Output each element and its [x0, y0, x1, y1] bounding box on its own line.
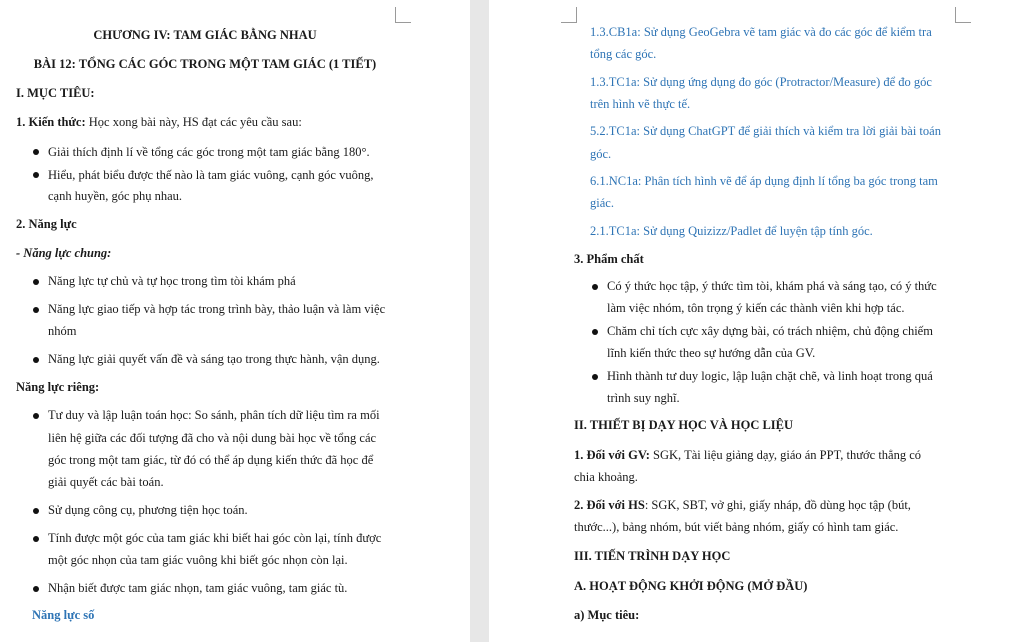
document-page-right: [489, 0, 1022, 642]
list-item-continuation: làm việc nhóm, tôn trọng ý kiến các thành viên khi hợp tác.: [607, 301, 905, 315]
list-item-continuation: liên hệ giữa các đối tượng đã cho và nội dung bài học về tổng các: [48, 431, 377, 445]
bullet-icon: [33, 586, 39, 592]
list-item: Chăm chỉ tích cực xây dựng bài, có trách nhiệm, chủ động chiếm: [607, 324, 933, 338]
student-text: : SGK, SBT, vở ghi, giấy nháp, đồ dùng học tập (bút,: [644, 498, 911, 512]
crop-mark: [955, 7, 971, 23]
digital-item: 6.1.NC1a: Phân tích hình vẽ để áp dụng định lí tổng ba góc trong tam: [590, 174, 938, 188]
digital-item-continuation: trên hình vẽ thực tế.: [590, 97, 691, 111]
bullet-icon: [33, 413, 39, 419]
bullet-icon: [33, 279, 39, 285]
bullet-icon: [33, 357, 39, 363]
digital-item-continuation: tổng các góc.: [590, 47, 657, 61]
chapter-title: CHƯƠNG IV: TAM GIÁC BẰNG NHAU: [93, 28, 317, 42]
knowledge-intro: Học xong bài này, HS đạt các yêu cầu sau:: [88, 115, 302, 129]
list-item-continuation: trình suy nghĩ.: [607, 391, 680, 405]
bullet-icon: [33, 307, 39, 313]
activity-heading: A. HOẠT ĐỘNG KHỞI ĐỘNG (MỞ ĐẦU): [574, 579, 808, 593]
digital-item: 5.2.TC1a: Sử dụng ChatGPT để giải thích và kiểm tra lời giải bài toán: [590, 124, 941, 138]
qualities-heading: 3. Phẩm chất: [574, 252, 644, 266]
equipment-heading: II. THIẾT BỊ DẠY HỌC VÀ HỌC LIỆU: [574, 418, 794, 432]
competency-heading: 2. Năng lực: [16, 217, 77, 231]
list-item-continuation: cạnh huyền, góc phụ nhau.: [48, 189, 182, 203]
list-item: Tính được một góc của tam giác khi biết hai góc còn lại, tính được: [48, 531, 382, 545]
digital-item: 1.3.CB1a: Sử dụng GeoGebra vẽ tam giác và đo các góc để kiểm tra: [590, 25, 932, 39]
digital-item-continuation: giác.: [590, 196, 614, 210]
digital-item: 1.3.TC1a: Sử dụng ứng dụng đo góc (Protractor/Measure) để đo góc: [590, 75, 932, 89]
list-item-continuation: giải quyết các bài toán.: [48, 475, 164, 489]
teacher-line: [574, 444, 921, 466]
list-item: Giải thích định lí về tổng các góc trong một tam giác bằng 180°.: [48, 145, 370, 159]
section-objectives: I. MỤC TIÊU:: [16, 86, 95, 100]
teacher-text: SGK, Tài liệu giảng dạy, giáo án PPT, thước thẳng có: [653, 448, 922, 462]
list-item-continuation: lĩnh kiến thức theo sự hướng dẫn của GV.: [607, 346, 816, 360]
list-item: Hiểu, phát biểu được thế nào là tam giác vuông, cạnh góc vuông,: [48, 168, 374, 182]
list-item-continuation: góc trong một tam giác, từ đó có thể áp dụng kiến thức đã học để: [48, 453, 374, 467]
bullet-icon: [592, 284, 598, 290]
knowledge-label: 1. Kiến thức:: [16, 115, 86, 129]
list-item: Nhận biết được tam giác nhọn, tam giác vuông, tam giác tù.: [48, 581, 348, 595]
list-item: Tư duy và lập luận toán học: So sánh, phân tích dữ liệu tìm ra mối: [48, 408, 380, 422]
lesson-title: BÀI 12: TỔNG CÁC GÓC TRONG MỘT TAM GIÁC (1 TIẾT): [33, 57, 377, 71]
bullet-icon: [33, 536, 39, 542]
digital-competency-heading: Năng lực số: [32, 608, 95, 622]
list-item: Sử dụng công cụ, phương tiện học toán.: [48, 503, 248, 517]
general-competency-heading: - Năng lực chung:: [16, 246, 112, 260]
student-text-continuation: thước...), bảng nhóm, bút viết bảng nhóm, giấy có hình tam giác.: [574, 520, 899, 534]
bullet-icon: [33, 508, 39, 514]
list-item: Năng lực giao tiếp và hợp tác trong trình bày, thảo luận và làm việc: [48, 302, 386, 316]
bullet-icon: [592, 329, 598, 335]
student-line: [574, 494, 911, 516]
bullet-icon: [592, 374, 598, 380]
document-page-left: [0, 0, 470, 642]
list-item-continuation: một góc nhọn của tam giác vuông khi biết góc nhọn còn lại.: [48, 553, 348, 567]
list-item: Năng lực tự chủ và tự học trong tìm tòi khám phá: [48, 274, 296, 288]
specific-competency-heading: Năng lực riêng:: [16, 380, 100, 394]
crop-mark: [395, 7, 411, 23]
knowledge-line: [16, 111, 302, 133]
list-item: Có ý thức học tập, ý thức tìm tòi, khám phá và sáng tạo, có ý thức: [607, 279, 937, 293]
list-item-continuation: nhóm: [48, 324, 77, 338]
list-item: Hình thành tư duy logic, lập luận chặt chẽ, và linh hoạt trong quá: [607, 369, 933, 383]
teacher-label: 1. Đối với GV:: [574, 448, 650, 462]
student-label: 2. Đối với HS: [574, 498, 645, 512]
teacher-text-continuation: chia khoảng.: [574, 470, 638, 484]
crop-mark: [561, 7, 577, 23]
bullet-icon: [33, 172, 39, 178]
digital-item: 2.1.TC1a: Sử dụng Quizizz/Padlet để luyện tập tính góc.: [590, 224, 873, 238]
bullet-icon: [33, 149, 39, 155]
digital-item-continuation: góc.: [590, 147, 612, 161]
goal-label: a) Mục tiêu:: [574, 608, 640, 622]
process-heading: III. TIẾN TRÌNH DẠY HỌC: [574, 549, 731, 563]
list-item: Năng lực giải quyết vấn đề và sáng tạo trong thực hành, vận dụng.: [48, 352, 380, 366]
